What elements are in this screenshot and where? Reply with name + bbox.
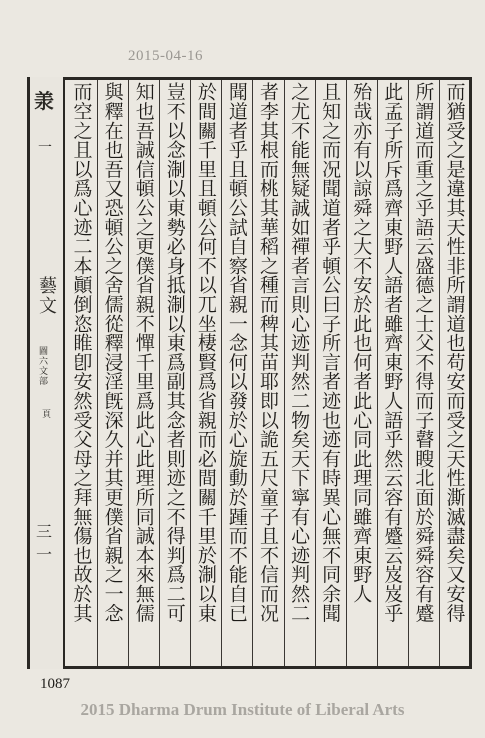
watermark: 2015 Dharma Drum Institute of Liberal Arts [80, 700, 405, 719]
text-column: 聞道者乎且頓公試自察省親一念何以發於心旋動於踵而不能自已 [225, 82, 248, 623]
text-column: 而空之且以爲心迹二本顚倒恣睢卽安然受父母之拜無傷也故於其 [70, 82, 93, 623]
text-column: 且知之而况聞道者乎頓公曰子所言者迹也迹有時異心無不同余聞 [319, 82, 342, 623]
text-column: 所謂道而重之乎語云盛德之士父不得而子瞽瞍北面於舜舜容有蹙 [412, 82, 435, 623]
text-column: 與釋在也吾又恐頓公之舍儒從釋浸淫旣深久并其更僕省親之一念 [101, 82, 124, 623]
text-column: 殆哉亦有以諒舜之大不安於此也何者此心同此理同雖齊東野人 [350, 82, 373, 604]
date-stamp: 2015-04-16 [128, 48, 203, 64]
page-number: 1087 [40, 676, 70, 692]
text-column: 知也吾誠信頓公之更僕省親不憚千里爲此心此理所同誠本來無儒 [132, 82, 155, 623]
text-area [66, 80, 470, 666]
text-column: 而猶受之是違其天性非所謂道也苟安而受之天性澌滅盡矣又安得 [443, 82, 466, 623]
margin-small: 頁 [42, 410, 52, 420]
margin-title: 藝文 [39, 276, 57, 317]
text-column: 者李其根而桃其華稻之種而稗其苗耶即以詭五尺童子且不信而况 [257, 82, 279, 623]
text-column: 豈不以念淛以東勢必身抵淛以東爲副其念者則迹之不得判爲二可 [163, 82, 186, 623]
text-column: 此孟子所斥爲齊東野人語者雖齊東野人語乎然云容有蹙云岌岌乎 [381, 82, 404, 623]
margin-subtitle: 圖六文部 [39, 347, 49, 387]
text-column: 之尤不能無疑誠如禪者言則心迹判然二物矣天下寧有心迹判然二 [288, 82, 311, 623]
margin-top-glyph: 𣴎 [34, 89, 54, 113]
left-margin [27, 77, 65, 669]
margin-bottom: 三一 [36, 522, 53, 564]
margin-glyph-2: 一 [38, 140, 52, 156]
text-column: 於間關千里且頓公何不以兀坐棲賢爲省親而必間關千里於淛以東 [194, 82, 217, 623]
